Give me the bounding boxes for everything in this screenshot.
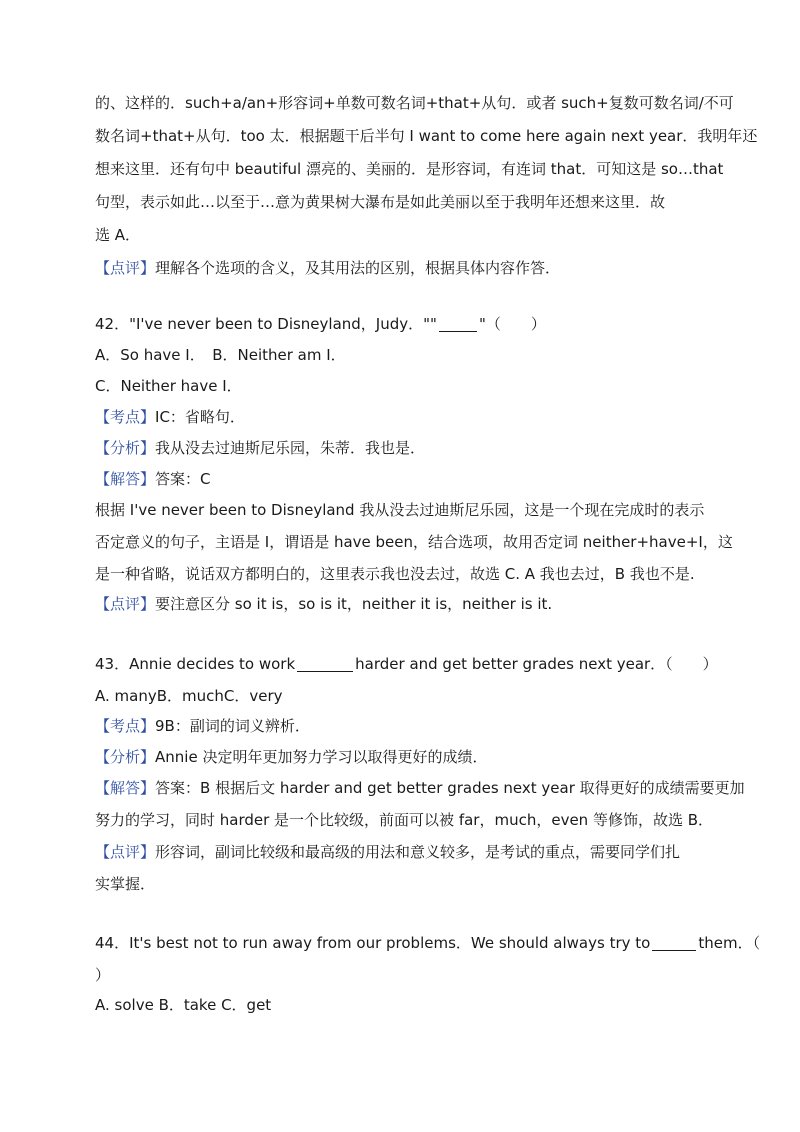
q44-stem-before: 44．It's best not to run away from our problems．We should always try to <box>95 934 651 952</box>
q42-stem <box>95 314 715 334</box>
q43-jieda-line-1: 答案：B 根据后文 harder and get better grades next year 取得更好的成绩需要更加 <box>155 779 745 797</box>
q44-options: A. solve B．take C．get <box>95 996 272 1014</box>
q44-stem <box>95 933 761 953</box>
comment-tag: 【点评】 <box>95 259 156 277</box>
q43-kaodian-text: 9B：副词的词义辨析． <box>155 717 310 735</box>
q43-kaodian-tag: 【考点】 <box>95 717 156 735</box>
q43-fenxi <box>95 747 715 767</box>
q42-kaodian-text: IC：省略句． <box>155 408 245 426</box>
intro-line-2: 数名词+that+从句．too 太．根据题干后半句 I want to come here again next year．我明年还 <box>95 127 758 145</box>
intro-line-1: 的、这样的．such+a/an+形容词+单数可数名词+that+从句．或者 such+复数可数名词/不可 <box>95 94 734 112</box>
q42-jieda-text: 答案：C <box>155 470 211 488</box>
q43-stem-before: 43．Annie decides to work <box>95 655 296 673</box>
q42-options-2: C．Neither have I． <box>95 377 242 395</box>
q42-explain-1: 根据 I've never been to Disneyland 我从没去过迪斯尼乐园，这是一个现在完成时的表示 <box>95 501 705 519</box>
q43-fenxi-text: Annie 决定明年更加努力学习以取得更好的成绩． <box>155 748 488 766</box>
intro-line-5: 选 A． <box>95 226 141 244</box>
comment-text: 理解各个选项的含义，及其用法的区别，根据具体内容作答． <box>155 259 561 277</box>
q42-fenxi-tag: 【分析】 <box>95 439 156 457</box>
q43-dianping-line-1: 形容词，副词比较级和最高级的用法和意义较多，是考试的重点，需要同学们扎 <box>155 843 681 861</box>
q42-fenxi <box>95 438 715 458</box>
q43-dianping-2: 实掌握． <box>95 875 156 893</box>
q44-stem-line-2: ） <box>95 966 111 984</box>
q42-dianping-tag: 【点评】 <box>95 595 156 613</box>
q42-dianping-text: 要注意区分 so it is，so is it，neither it is，neither is it. <box>155 595 553 613</box>
q42-blank[interactable] <box>439 315 477 332</box>
q43-dianping-1 <box>95 842 715 862</box>
q42-jieda <box>95 469 715 489</box>
q42-options-1: A．So have I． B．Neither am I． <box>95 346 346 364</box>
q42-jieda-tag: 【解答】 <box>95 470 156 488</box>
q42-explain-2: 否定意义的句子，主语是 I，谓语是 have been，结合选项，故用否定词 neither+have+I，这 <box>95 533 733 551</box>
q43-dianping-tag: 【点评】 <box>95 843 156 861</box>
q43-jieda-tag: 【解答】 <box>95 779 156 797</box>
intro-line-3: 想来这里．还有句中 beautiful 漂亮的、美丽的．是形容词，有连词 that．可知这是 so…that <box>95 160 724 178</box>
q42-kaodian <box>95 407 715 427</box>
q43-jieda-2: 努力的学习，同时 harder 是一个比较级，前面可以被 far，much，even 等修饰，故选 B． <box>95 811 714 829</box>
q42-dianping <box>95 594 715 614</box>
q42-explain-3: 是一种省略，说话双方都明白的，这里表示我也没去过，故选 C. A 我也去过，B 我也不是. <box>95 565 695 583</box>
q42-stem-before: 42．"I've never been to Disneyland，Judy．"" <box>95 315 437 333</box>
intro-line-4: 句型，表示如此…以至于…意为黄果树大瀑布是如此美丽以至于我明年还想来这里．故 <box>95 193 666 211</box>
q43-jieda-1 <box>95 778 745 798</box>
q43-kaodian <box>95 716 715 736</box>
q43-fenxi-tag: 【分析】 <box>95 748 156 766</box>
q44-stem-after: them．（ <box>698 934 761 952</box>
q43-stem-after: harder and get better grades next year．（ ） <box>355 655 718 673</box>
intro-comment <box>95 258 715 278</box>
q42-stem-after: "（ ） <box>478 315 546 333</box>
q42-fenxi-text: 我从没去过迪斯尼乐园，朱蒂．我也是． <box>155 439 426 457</box>
q43-options: A. manyB．muchC．very <box>95 687 283 705</box>
q42-kaodian-tag: 【考点】 <box>95 408 156 426</box>
q43-blank[interactable] <box>297 655 353 672</box>
q44-blank[interactable] <box>652 934 696 951</box>
q43-stem <box>95 654 718 674</box>
